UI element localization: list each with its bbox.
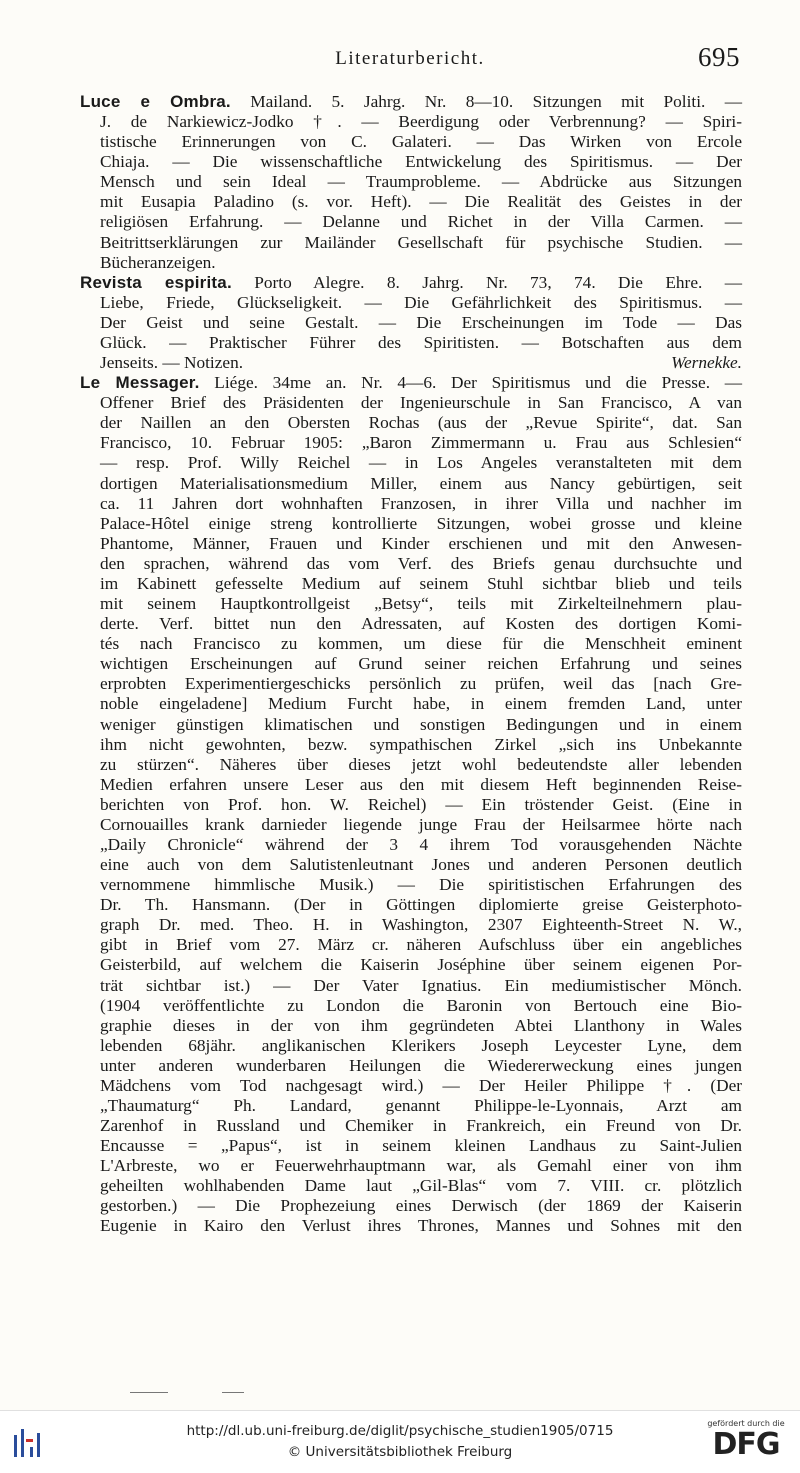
text-line: im Kabinett gefesselte Medium auf seinem Stuhl sichtbar blieb und teils (100, 573, 742, 593)
text-line: Offener Brief des Präsidenten der Ingenieurschule in San Francisco, A van (100, 393, 742, 413)
text-line: Liebe, Friede, Glückseligkeit. — Die Gefährlichkeit des Spiritismus. — (100, 292, 742, 312)
text-line: vernommene himmlische Musik.) — Die spiritistischen Erfahrungen des (100, 875, 742, 895)
text-line: L'Arbreste, wo er Feuerwehrhauptmann war, als Gemahl einer von ihm (100, 1156, 742, 1176)
running-head (80, 42, 740, 76)
text-line: Chiaja. — Die wissenschaftliche Entwickelung des Spiritismus. — Der (100, 152, 742, 172)
text-line: Glück. — Praktischer Führer des Spiritisten. — Botschaften aus dem (100, 332, 742, 352)
text-line: ca. 11 Jahren dort wohnhaften Franzosen, in ihrer Villa und nachher im (100, 493, 742, 513)
text-line: Zarenhof in Russland und Chemiker in Frankreich, ein Freund von Dr. (100, 1116, 742, 1136)
dfg-mark: DFG (712, 1427, 780, 1462)
text-line: graphie dieses in der von ihm gegründeten Abtei Llanthony in Wales (100, 1015, 742, 1035)
text-line: erprobten Experimentiergeschicks persönlich zu prüfen, weil das [nach Gre- (100, 674, 742, 694)
text-line: den sprachen, während das vom Verf. des Briefs genau durchsuchte und (100, 553, 742, 573)
text-line: wichtigen Erscheinungen auf Grund seiner reichen Erfahrung und seines (100, 654, 742, 674)
text-line: Cornouailles krank darnieder liegende junge Frau der Heilsarmee hörte nach (100, 814, 742, 834)
text-line: ihm nicht gewohnten, bezw. sympathischen Zirkel „sich ins Unbekannte (100, 734, 742, 754)
text-line: „Daily Chronicle“ während der 3 4 ihrem Tod vorausgehenden Nächte (100, 834, 742, 854)
text-line: geheilten wohlhabenden Dame laut „Gil-Blas“ vom 7. VIII. cr. plötzlich (100, 1176, 742, 1196)
text-line: dortigen Materialisationsmedium Miller, einem aus Nancy gebürtigen, seit (100, 473, 742, 493)
text-line: Liége. 34me an. Nr. 4—6. Der Spiritismus und die Presse. — (214, 373, 743, 393)
text-line: Eugenie in Kairo den Verlust ihres Thrones, Mannes und Sohnes mit den (100, 1216, 742, 1236)
entry-le-messager (80, 373, 742, 1236)
reviewer-signature: Wernekke. (671, 353, 742, 373)
text-line: Medien erfahren unsere Leser aus den mit diesem Heft beginnenden Reise- (100, 774, 742, 794)
text-line: lebenden 68jähr. anglikanischen Klerikers Joseph Leycester Lyne, dem (100, 1035, 742, 1055)
dfg-logo (706, 1419, 786, 1467)
running-title: Literaturbericht. (335, 48, 485, 69)
text-line: unter anderen wunderbaren Heilungen die Wiedererweckung eines jungen (100, 1055, 742, 1075)
text-line: Beitrittserklärungen zur Mailänder Gesellschaft für psychische Studien. — (100, 232, 742, 252)
literature-review-text (80, 92, 742, 1237)
journal-title: Le Messager. (80, 373, 200, 393)
footer-text (0, 1421, 800, 1463)
text-line: trät sichtbar ist.) — Der Vater Ignatius. Ein mediumistischer Mönch. (100, 975, 742, 995)
text-line: Geisterbild, auf welchem die Kaiserin Joséphine über seinem eigenen Por- (100, 955, 742, 975)
copyright-notice: © Universitätsbibliothek Freiburg (287, 1444, 513, 1460)
text-line: J. de Narkiewicz-Jodko †. — Beerdigung oder Verbrennung? — Spiri- (100, 112, 742, 132)
text-line: gibt in Brief vom 27. März cr. näheren Aufschluss über ein angebliches (100, 935, 742, 955)
text-line: berichten von Prof. hon. W. Reichel) — Ein tröstender Geist. (Eine in (100, 794, 742, 814)
text-line: derte. Verf. bittet nun den Adressaten, auf Kosten des dortigen Komi- (100, 614, 742, 634)
text-line: religiösen Erfahrung. — Delanne und Richet in der Villa Carmen. — (100, 212, 742, 232)
text-line: Jenseits. — Notizen. (100, 353, 244, 373)
dfg-caption: gefördert durch die (707, 1419, 785, 1428)
text-line: Mädchens vom Tod nachgesagt wird.) — Der Heiler Philippe †. (Der (100, 1075, 742, 1095)
text-line: Porto Alegre. 8. Jahrg. Nr. 73, 74. Die Ehre. — (254, 272, 742, 292)
text-line: Der Geist und seine Gestalt. — Die Erscheinungen im Tode — Das (100, 312, 742, 332)
footer-rule-marks (130, 1392, 250, 1394)
text-line: Phantome, Männer, Frauen und Kinder erschienen und mit den Anwesen- (100, 533, 742, 553)
journal-title: Luce e Ombra. (80, 92, 231, 111)
text-line: — resp. Prof. Willy Reichel — in Los Angeles veranstalteten mit dem (100, 453, 742, 473)
text-line: (1904 veröffentlichte zu London die Baronin von Bertouch eine Bio- (100, 995, 742, 1015)
entry-revista-espirita (80, 273, 742, 373)
text-line: mit Eusapia Paladino (s. vor. Heft). — Die Realität des Geistes in der (100, 192, 742, 212)
text-line: zu stürzen“. Näheres über dieses jetzt wohl bedeutendste aller lebenden (100, 754, 742, 774)
text-line: weniger günstigen klimatischen und sonstigen Bedingungen und in einem (100, 714, 742, 734)
text-line: mit seinem Hauptkontrollgeist „Betsy“, teils mit Zirkelteilnehmern plau- (100, 594, 742, 614)
text-line: Bücheranzeigen. (100, 252, 216, 272)
text-line: Encausse = „Papus“, ist in seinem kleinen Landhaus zu Saint-Julien (100, 1136, 742, 1156)
text-line: gestorben.) — Die Prophezeiung eines Derwisch (der 1869 der Kaiserin (100, 1196, 742, 1216)
text-line: Palace-Hôtel einige streng kontrollierte Sitzungen, wobei grosse und kleine (100, 513, 742, 533)
journal-title: Revista espirita. (80, 272, 232, 292)
text-line: Mensch und sein Ideal — Traumprobleme. — Abdrücke aus Sitzungen (100, 172, 742, 192)
digital-library-footer (0, 1410, 800, 1473)
text-line: Francisco, 10. Februar 1905: „Baron Zimmermann u. Frau aus Schlesien“ (100, 433, 742, 453)
entry-luce-e-ombra (80, 92, 742, 273)
text-line: graph Dr. med. Theo. H. in Washington, 2307 Eighteenth-Street N. W., (100, 915, 742, 935)
text-line: eine auch von dem Salutistenleutnant Jones und anderen Personen deutlich (100, 855, 742, 875)
text-line: tistische Erinnerungen von C. Galateri. — Das Wirken von Ercole (100, 132, 742, 152)
text-line: tés nach Francisco zu kommen, um diese für die Menschheit eminent (100, 634, 742, 654)
text-line: „Thaumaturg“ Ph. Landard, genannt Philippe-le-Lyonnais, Arzt am (100, 1095, 742, 1115)
permalink[interactable]: http://dl.ub.uni-freiburg.de/diglit/psychische_studien1905/0715 (186, 1423, 614, 1439)
text-line: Mailand. 5. Jahrg. Nr. 8—10. Sitzungen mit Politi. — (250, 92, 742, 111)
page-number: 695 (698, 42, 740, 72)
text-line: der Naillen an den Obersten Rochas (aus der „Revue Spirite“, dat. San (100, 413, 742, 433)
text-line: noble eingeladene] Medium Furcht habe, in einem fremden Land, unter (100, 694, 742, 714)
text-line: Dr. Th. Hansmann. (Der in Göttingen diplomierte greise Geisterphoto- (100, 895, 742, 915)
